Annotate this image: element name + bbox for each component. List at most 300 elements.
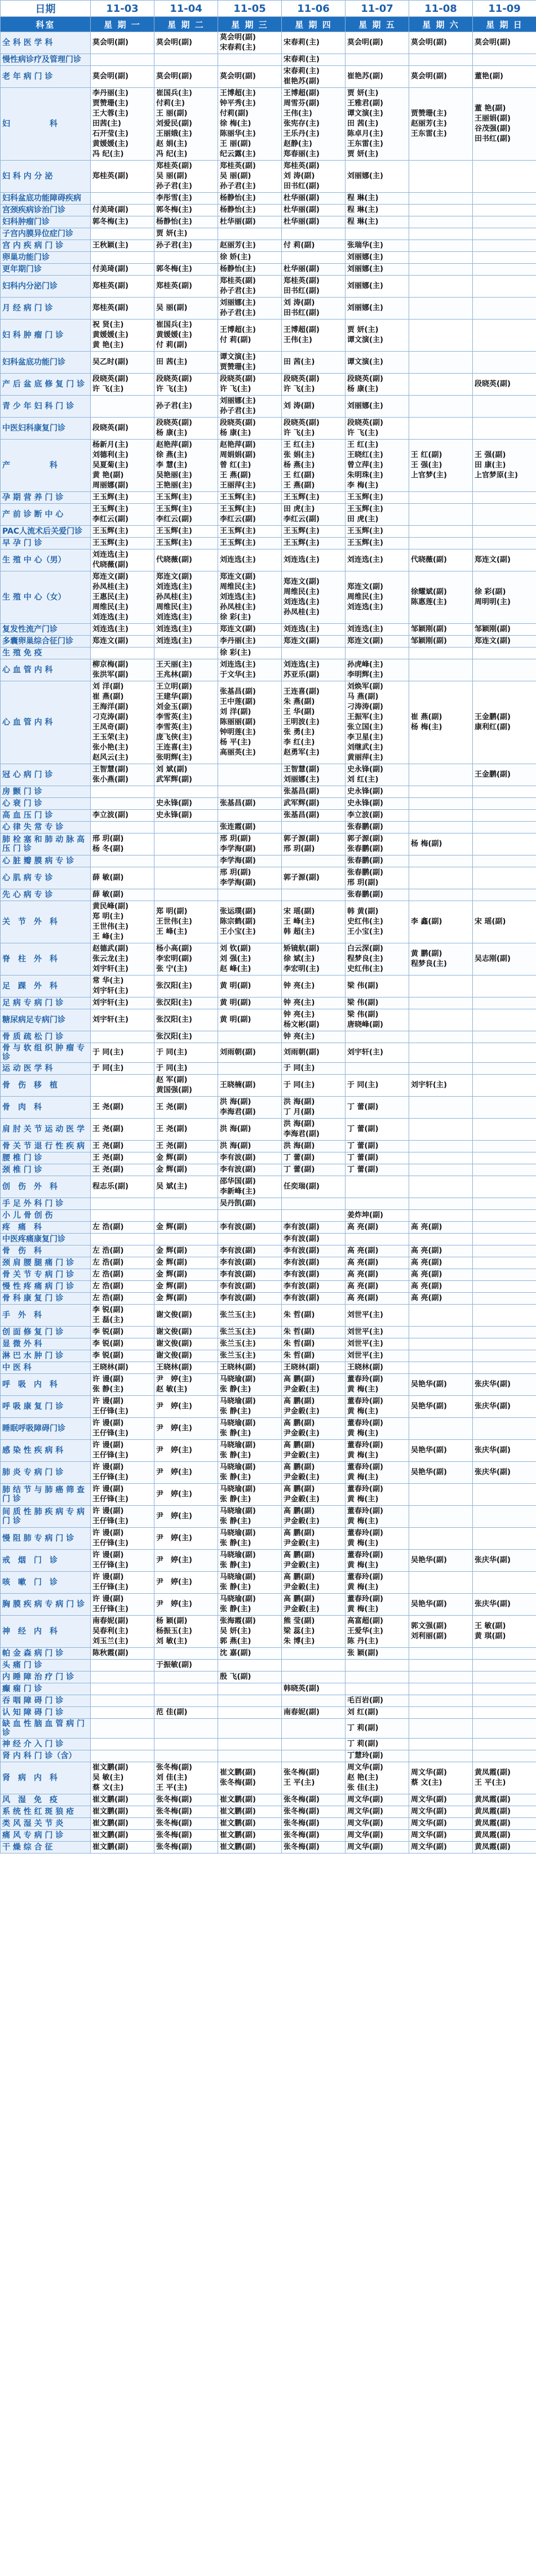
- doctor-entry[interactable]: 高 亮(副): [347, 1294, 379, 1302]
- doctor-entry[interactable]: 王晓红(主): [347, 451, 383, 459]
- doctor-entry[interactable]: 莫会明(副): [411, 72, 447, 81]
- doctor-entry[interactable]: 黄 梅(主): [347, 1495, 379, 1504]
- doctor-entry[interactable]: 黄 琪(副): [475, 1632, 506, 1641]
- doctor-entry[interactable]: 张立国(主): [347, 723, 383, 731]
- doctor-entry[interactable]: 周文华(副): [411, 1843, 447, 1851]
- doctor-entry[interactable]: 邢 玥(副): [220, 868, 251, 877]
- doctor-entry[interactable]: 张海霞(副): [220, 1617, 256, 1625]
- doctor-entry[interactable]: 张冬梅(副): [283, 1819, 320, 1828]
- doctor-entry[interactable]: 史红伟(主): [347, 917, 383, 926]
- doctor-entry[interactable]: 王艳丽(主): [156, 481, 192, 490]
- doctor-entry[interactable]: 董春玲(副): [347, 1419, 383, 1427]
- doctor-entry[interactable]: 梁 伟(副): [347, 1010, 379, 1019]
- doctor-entry[interactable]: 刘丽娜(主): [347, 172, 383, 180]
- doctor-entry[interactable]: 郭子源(副): [283, 835, 320, 843]
- doctor-entry[interactable]: 张 静(主): [220, 1561, 251, 1569]
- doctor-entry[interactable]: 吴艳华(副): [411, 1446, 447, 1455]
- doctor-entry[interactable]: 于 同(主): [156, 1064, 188, 1072]
- doctor-entry[interactable]: 刘连选(主): [92, 613, 129, 622]
- doctor-entry[interactable]: 田书红(副): [283, 182, 320, 190]
- doctor-entry[interactable]: 刘丽娜(主): [347, 402, 383, 410]
- doctor-entry[interactable]: 董春玲(副): [347, 1397, 383, 1406]
- doctor-entry[interactable]: 杨 颖(副): [156, 1617, 188, 1625]
- doctor-entry[interactable]: 郭子源(副): [347, 835, 383, 843]
- doctor-entry[interactable]: 吴 丽(副): [156, 172, 188, 180]
- doctor-entry[interactable]: 黄 鹏(副): [411, 950, 442, 958]
- doctor-entry[interactable]: 朱 燕(副): [283, 698, 315, 706]
- doctor-entry[interactable]: 周维民(主): [92, 603, 129, 611]
- doctor-entry[interactable]: 左 浩(副): [92, 1247, 124, 1255]
- doctor-entry[interactable]: 张春鹏(副): [347, 890, 383, 899]
- doctor-entry[interactable]: 马晓瑜(副): [220, 1529, 256, 1537]
- doctor-entry[interactable]: 王仔锋(主): [92, 1517, 129, 1526]
- doctor-entry[interactable]: 李红云(副): [156, 515, 192, 524]
- doctor-entry[interactable]: 张 勇(主): [283, 728, 315, 737]
- doctor-entry[interactable]: 吴 妍(主): [220, 1627, 251, 1635]
- doctor-entry[interactable]: 董春玲(副): [347, 1463, 383, 1471]
- doctor-entry[interactable]: 王仔锋(主): [92, 1451, 129, 1460]
- doctor-entry[interactable]: 孙子君(主): [220, 309, 256, 317]
- doctor-entry[interactable]: 洪 海(副): [283, 1142, 315, 1150]
- doctor-entry[interactable]: 刘德利(主): [92, 451, 129, 459]
- doctor-entry[interactable]: 钟 亮(主): [283, 999, 315, 1007]
- doctor-entry[interactable]: 吴艳华(副): [411, 1380, 447, 1389]
- doctor-entry[interactable]: 宋春莉(主): [220, 43, 256, 52]
- doctor-entry[interactable]: 刘 红(副): [347, 1708, 379, 1717]
- doctor-entry[interactable]: 张 静(主): [220, 1517, 251, 1526]
- doctor-entry[interactable]: 李 梅(主): [347, 481, 379, 490]
- doctor-entry[interactable]: 李卫星(主): [347, 733, 383, 742]
- doctor-entry[interactable]: 程志乐(副): [92, 1182, 129, 1191]
- doctor-entry[interactable]: 张春鹏(副): [347, 845, 383, 853]
- doctor-entry[interactable]: 王世伟(主): [156, 917, 192, 926]
- doctor-entry[interactable]: 吴艳华(副): [411, 1468, 447, 1477]
- doctor-entry[interactable]: 王 尧(副): [156, 1125, 188, 1133]
- doctor-entry[interactable]: 郑桂英(副): [220, 162, 256, 170]
- doctor-entry[interactable]: 尹 婷(主): [156, 1375, 192, 1384]
- doctor-entry[interactable]: 刘宇轩(主): [347, 1048, 383, 1057]
- doctor-entry[interactable]: 王 峰(主): [283, 917, 315, 926]
- doctor-entry[interactable]: 朱 哲(副): [283, 1340, 315, 1348]
- doctor-entry[interactable]: 刘利丽(副): [411, 1632, 447, 1641]
- doctor-entry[interactable]: 李有波(副): [283, 1282, 320, 1291]
- doctor-entry[interactable]: 张 静(主): [220, 1407, 251, 1416]
- doctor-entry[interactable]: 尹 婷(主): [156, 1578, 192, 1586]
- doctor-entry[interactable]: 郑 明(主): [92, 912, 124, 921]
- doctor-entry[interactable]: 任奕瑞(副): [283, 1182, 320, 1191]
- doctor-entry[interactable]: 史红伟(主): [347, 965, 383, 973]
- doctor-entry[interactable]: 邢 玥(副): [283, 845, 315, 853]
- doctor-entry[interactable]: 李有波(副): [283, 1258, 320, 1267]
- doctor-entry[interactable]: 崔艳苏(副): [283, 77, 320, 86]
- doctor-entry[interactable]: 姜炸坤(副): [347, 1211, 383, 1220]
- doctor-entry[interactable]: 付 莉(副): [220, 336, 251, 344]
- doctor-entry[interactable]: 莫会明(副): [411, 38, 447, 47]
- doctor-entry[interactable]: 崔国兵(主): [156, 89, 192, 97]
- doctor-entry[interactable]: 邹颖刚(副): [475, 625, 511, 633]
- doctor-entry[interactable]: 刘丽娜(主): [347, 282, 383, 290]
- doctor-entry[interactable]: 王 丽(副): [156, 109, 188, 118]
- doctor-entry[interactable]: 高 鹏(副): [283, 1529, 315, 1537]
- doctor-entry[interactable]: 丁 蕾(副): [347, 1165, 379, 1174]
- doctor-entry[interactable]: 王丽娟(副): [475, 114, 511, 123]
- doctor-entry[interactable]: 左 浩(副): [92, 1282, 124, 1291]
- doctor-entry[interactable]: 郭冬梅(主): [156, 265, 192, 273]
- doctor-entry[interactable]: 王玉荣(主): [92, 733, 129, 742]
- doctor-entry[interactable]: 韩晓英(副): [283, 1684, 320, 1693]
- doctor-entry[interactable]: 蔡 文(主): [411, 1779, 442, 1787]
- doctor-entry[interactable]: 孙凤桂(主): [92, 583, 129, 591]
- doctor-entry[interactable]: 孙子君(主): [156, 241, 192, 250]
- doctor-entry[interactable]: 刘世平(主): [347, 1351, 383, 1360]
- doctor-entry[interactable]: 刘焕军(副): [347, 682, 383, 691]
- doctor-entry[interactable]: 田书红(副): [475, 135, 511, 143]
- doctor-entry[interactable]: 金 辉(副): [156, 1258, 188, 1267]
- doctor-entry[interactable]: 张庆华(副): [475, 1446, 511, 1455]
- doctor-entry[interactable]: 高 鹏(副): [283, 1485, 315, 1493]
- doctor-entry[interactable]: 黄 梅(主): [347, 1517, 379, 1526]
- doctor-entry[interactable]: 黄 梅(主): [347, 1605, 379, 1613]
- doctor-entry[interactable]: 王凤奇(副): [92, 723, 129, 731]
- doctor-entry[interactable]: 周文华(副): [411, 1795, 447, 1804]
- doctor-entry[interactable]: 杨静怡(主): [156, 218, 192, 226]
- doctor-entry[interactable]: 刘 洋(副): [92, 682, 124, 691]
- doctor-entry[interactable]: 张汉阳(主): [156, 999, 192, 1007]
- doctor-entry[interactable]: 刘宇轩(主): [411, 1081, 447, 1089]
- doctor-entry[interactable]: 郑连文(副): [283, 637, 320, 645]
- doctor-entry[interactable]: 尹 婷(主): [156, 1512, 192, 1520]
- doctor-entry[interactable]: 张冬梅(副): [283, 1795, 320, 1804]
- doctor-entry[interactable]: 郑桂英(副): [92, 304, 129, 312]
- doctor-entry[interactable]: 殷 飞(副): [220, 1673, 251, 1681]
- doctor-entry[interactable]: 吴志刚(副): [475, 955, 511, 963]
- doctor-entry[interactable]: 郑桂英(副): [156, 162, 192, 170]
- doctor-entry[interactable]: 刘玉兰(主): [92, 1637, 129, 1646]
- doctor-entry[interactable]: 尹金毅(主): [283, 1451, 320, 1460]
- doctor-entry[interactable]: 周文华(副): [411, 1819, 447, 1828]
- doctor-entry[interactable]: 张运璞(副): [220, 907, 256, 916]
- doctor-entry[interactable]: 许 飞(主): [92, 385, 124, 393]
- doctor-entry[interactable]: 丁 莉(副): [347, 1740, 379, 1748]
- doctor-entry[interactable]: 郑连文(副): [156, 573, 192, 581]
- doctor-entry[interactable]: 马晓瑜(副): [220, 1507, 256, 1515]
- doctor-entry[interactable]: 丁 蕾(副): [347, 1142, 379, 1150]
- doctor-entry[interactable]: 贾 妍(主): [347, 150, 379, 158]
- doctor-entry[interactable]: 李海君(副): [220, 1108, 256, 1116]
- doctor-entry[interactable]: 李丹丽(主): [92, 89, 129, 97]
- doctor-entry[interactable]: 代晓薇(副): [92, 561, 129, 569]
- doctor-entry[interactable]: 刘连选(主): [283, 660, 320, 669]
- doctor-entry[interactable]: 王 尧(副): [156, 1142, 188, 1150]
- doctor-entry[interactable]: 谭文演(主): [220, 353, 256, 361]
- doctor-entry[interactable]: 丁 蕾(副): [347, 1154, 379, 1162]
- doctor-entry[interactable]: 张冬梅(副): [283, 1807, 320, 1816]
- doctor-entry[interactable]: 尹金毅(主): [283, 1605, 320, 1613]
- doctor-entry[interactable]: 冯 纪(主): [156, 150, 188, 158]
- doctor-entry[interactable]: 薛 敏(副): [92, 874, 124, 882]
- doctor-entry[interactable]: 张 娟(主): [283, 451, 315, 459]
- doctor-entry[interactable]: 梁 伟(副): [347, 982, 379, 990]
- doctor-entry[interactable]: 赵静(主): [283, 140, 312, 148]
- doctor-entry[interactable]: 黄 梅(主): [347, 1539, 379, 1548]
- doctor-entry[interactable]: 王 平(主): [156, 1784, 188, 1792]
- doctor-entry[interactable]: 王晓林(副): [92, 1363, 129, 1372]
- doctor-entry[interactable]: 钟 亮(主): [283, 1010, 315, 1019]
- doctor-entry[interactable]: 王玉辉(主): [156, 527, 192, 535]
- doctor-entry[interactable]: 谢文俊(副): [156, 1340, 192, 1348]
- doctor-entry[interactable]: 吴 丽(副): [220, 172, 251, 180]
- doctor-entry[interactable]: 于 同(主): [156, 1048, 188, 1057]
- doctor-entry[interactable]: 柳京梅(副): [92, 660, 129, 669]
- doctor-entry[interactable]: 高 鹏(副): [283, 1397, 315, 1406]
- doctor-entry[interactable]: 周明明(主): [475, 598, 511, 606]
- doctor-entry[interactable]: 上官梦原(主): [475, 471, 518, 480]
- doctor-entry[interactable]: 黄 梅(主): [347, 1407, 379, 1416]
- doctor-entry[interactable]: 贾赞珊(主): [220, 363, 256, 371]
- doctor-entry[interactable]: 吴艳华(副): [411, 1556, 447, 1564]
- doctor-entry[interactable]: 陈丽华(主): [220, 130, 256, 138]
- doctor-entry[interactable]: 王仔锋(主): [92, 1583, 129, 1591]
- doctor-entry[interactable]: 张汉阳(主): [156, 1032, 192, 1041]
- doctor-entry[interactable]: 邹颖刚(副): [411, 637, 447, 645]
- doctor-entry[interactable]: 梁 蕊(主): [283, 1627, 315, 1635]
- doctor-entry[interactable]: 郑桂英(副): [220, 277, 256, 285]
- doctor-entry[interactable]: 王晓林(副): [156, 1363, 192, 1372]
- doctor-entry[interactable]: 尹金毅(主): [283, 1561, 320, 1569]
- doctor-entry[interactable]: 刘连选(主): [220, 660, 256, 669]
- doctor-entry[interactable]: 尹金毅(主): [283, 1473, 320, 1482]
- doctor-entry[interactable]: 郑桂英(副): [156, 282, 192, 290]
- doctor-entry[interactable]: 高 鹏(副): [283, 1441, 315, 1449]
- doctor-entry[interactable]: 李有波(副): [220, 1247, 256, 1255]
- doctor-entry[interactable]: 于文华(主): [220, 671, 256, 679]
- doctor-entry[interactable]: 尹金毅(主): [283, 1495, 320, 1504]
- doctor-entry[interactable]: 金 辉(副): [156, 1282, 188, 1291]
- doctor-entry[interactable]: 左 浩(副): [92, 1294, 124, 1302]
- doctor-entry[interactable]: 李有波(副): [283, 1294, 320, 1302]
- doctor-entry[interactable]: 王玉辉(主): [220, 493, 256, 502]
- doctor-entry[interactable]: 董春玲(副): [347, 1485, 383, 1493]
- doctor-entry[interactable]: 董春玲(副): [347, 1375, 383, 1384]
- doctor-entry[interactable]: 王 红(副): [283, 471, 315, 480]
- doctor-entry[interactable]: 高 亮(副): [347, 1247, 379, 1255]
- doctor-entry[interactable]: 张庆华(副): [475, 1380, 511, 1389]
- doctor-entry[interactable]: 郑连文(副): [283, 578, 320, 586]
- doctor-entry[interactable]: 刘连选(主): [92, 625, 129, 633]
- doctor-entry[interactable]: 马晓瑜(副): [220, 1419, 256, 1427]
- doctor-entry[interactable]: 许 飞(主): [220, 385, 251, 393]
- doctor-entry[interactable]: 张洪军(副): [92, 671, 129, 679]
- doctor-entry[interactable]: 黄媛媛(主): [92, 140, 129, 148]
- doctor-entry[interactable]: 张 静(主): [220, 1451, 251, 1460]
- doctor-entry[interactable]: 李有波(副): [220, 1223, 256, 1231]
- doctor-entry[interactable]: 王玉辉(主): [347, 539, 383, 547]
- doctor-entry[interactable]: 黄 梅(主): [347, 1451, 379, 1460]
- doctor-entry[interactable]: 王博超(副): [283, 89, 320, 97]
- doctor-entry[interactable]: 黄国强(副): [156, 1086, 192, 1094]
- doctor-entry[interactable]: 许 谩(副): [92, 1375, 124, 1384]
- doctor-entry[interactable]: 张兰玉(主): [220, 1328, 256, 1336]
- doctor-entry[interactable]: 史永锋(副): [156, 811, 192, 819]
- doctor-entry[interactable]: 张冬梅(副): [156, 1843, 192, 1851]
- doctor-entry[interactable]: 付 莉(副): [283, 241, 315, 250]
- doctor-entry[interactable]: 高 亮(副): [411, 1270, 442, 1279]
- doctor-entry[interactable]: 田 茜(主): [283, 358, 315, 366]
- doctor-entry[interactable]: 王惠民(主): [92, 593, 129, 601]
- doctor-entry[interactable]: 李 鑫(副): [411, 917, 442, 926]
- doctor-entry[interactable]: 赵 峰(主): [220, 965, 251, 973]
- doctor-entry[interactable]: 张冬梅(副): [156, 1763, 192, 1772]
- doctor-entry[interactable]: 王晓楠(副): [220, 1081, 256, 1089]
- doctor-entry[interactable]: 董艳(副): [475, 72, 503, 81]
- doctor-entry[interactable]: 沈 嘉(副): [220, 1649, 251, 1657]
- doctor-entry[interactable]: 田 茜(主): [347, 119, 379, 128]
- doctor-entry[interactable]: 熊 莹(副): [283, 1617, 315, 1625]
- doctor-entry[interactable]: 周文华(副): [347, 1831, 383, 1839]
- doctor-entry[interactable]: 白云深(副): [347, 945, 383, 953]
- doctor-entry[interactable]: 李有波(副): [220, 1282, 256, 1291]
- doctor-entry[interactable]: 张兰玉(主): [220, 1340, 256, 1348]
- doctor-entry[interactable]: 王乐丹(主): [283, 130, 320, 138]
- doctor-entry[interactable]: 张 静(主): [220, 1583, 251, 1591]
- doctor-entry[interactable]: 周娟娟(副): [220, 451, 256, 459]
- doctor-entry[interactable]: 纪云露(主): [220, 150, 256, 158]
- doctor-entry[interactable]: 杨 康(主): [347, 385, 379, 393]
- doctor-entry[interactable]: 王金鹏(副): [475, 770, 511, 779]
- doctor-entry[interactable]: 张小燕(副): [92, 775, 129, 784]
- doctor-entry[interactable]: 黄凤霞(副): [475, 1807, 511, 1816]
- doctor-entry[interactable]: 张基昌(副): [220, 688, 256, 696]
- doctor-entry[interactable]: 李立波(副): [92, 811, 129, 819]
- doctor-entry[interactable]: 于振敏(副): [156, 1661, 192, 1669]
- doctor-entry[interactable]: 李宏明(副): [156, 955, 192, 963]
- doctor-entry[interactable]: 赵丽芳(主): [220, 241, 256, 250]
- doctor-entry[interactable]: 陈卓月(主): [347, 130, 383, 138]
- doctor-entry[interactable]: 王仔锋(主): [92, 1407, 129, 1416]
- doctor-entry[interactable]: 付美琦(副): [92, 206, 129, 214]
- doctor-entry[interactable]: 高 亮(副): [347, 1258, 379, 1267]
- doctor-entry[interactable]: 黄 明(副): [220, 982, 251, 990]
- doctor-entry[interactable]: 史永锋(副): [347, 799, 383, 808]
- doctor-entry[interactable]: 刘雨朝(副): [283, 1048, 320, 1057]
- doctor-entry[interactable]: 上官梦(主): [411, 471, 447, 480]
- doctor-entry[interactable]: 周文华(副): [411, 1768, 447, 1777]
- doctor-entry[interactable]: 邢 玥(副): [347, 879, 379, 887]
- doctor-entry[interactable]: 洪 海(副): [220, 1142, 251, 1150]
- doctor-entry[interactable]: 宋春莉(主): [283, 67, 320, 76]
- doctor-entry[interactable]: 许 谩(副): [92, 1463, 124, 1471]
- doctor-entry[interactable]: 尹金毅(主): [283, 1539, 320, 1548]
- doctor-entry[interactable]: 尹 婷(主): [156, 1402, 192, 1411]
- doctor-entry[interactable]: 金 辉(副): [156, 1294, 188, 1302]
- doctor-entry[interactable]: 郑连文(副): [220, 573, 256, 581]
- doctor-entry[interactable]: 王伟(主): [283, 109, 312, 118]
- doctor-entry[interactable]: 吴艳华(副): [411, 1600, 447, 1608]
- doctor-entry[interactable]: 董春玲(副): [347, 1551, 383, 1559]
- doctor-entry[interactable]: 付 莉(副): [156, 341, 188, 349]
- doctor-entry[interactable]: 周文华(副): [347, 1763, 383, 1772]
- doctor-entry[interactable]: 赵勇军(主): [283, 748, 320, 757]
- doctor-entry[interactable]: 李丹丽(主): [220, 637, 256, 645]
- doctor-entry[interactable]: 崔艳苏(副): [347, 72, 383, 81]
- doctor-entry[interactable]: 刘宇轩(主): [92, 987, 129, 995]
- doctor-entry[interactable]: 朱明珠(主): [347, 471, 383, 480]
- doctor-entry[interactable]: 张冬梅(副): [283, 1768, 320, 1777]
- doctor-entry[interactable]: 赵 艳(主): [347, 1774, 379, 1782]
- doctor-entry[interactable]: 朱 哲(副): [283, 1311, 315, 1319]
- doctor-entry[interactable]: 田 茜(主): [156, 358, 188, 366]
- doctor-entry[interactable]: 马晓瑜(副): [220, 1463, 256, 1471]
- doctor-entry[interactable]: 莫会明(副): [220, 33, 256, 42]
- doctor-entry[interactable]: 赵德武(副): [92, 945, 129, 953]
- doctor-entry[interactable]: 许 谩(副): [92, 1397, 124, 1406]
- doctor-entry[interactable]: 张兰玉(主): [220, 1351, 256, 1360]
- doctor-entry[interactable]: 张云龙(主): [92, 955, 129, 963]
- doctor-entry[interactable]: 庞飞侠(主): [156, 733, 192, 742]
- doctor-entry[interactable]: 徐 彩(副): [475, 588, 506, 596]
- doctor-entry[interactable]: 王 尧(副): [92, 1154, 124, 1162]
- doctor-entry[interactable]: 莫会明(副): [475, 38, 511, 47]
- doctor-entry[interactable]: 徐耀斌(副): [411, 588, 447, 596]
- doctor-entry[interactable]: 张 静(主): [92, 1385, 124, 1394]
- doctor-entry[interactable]: 王 燕(副): [283, 481, 315, 490]
- doctor-entry[interactable]: 程 琳(主): [347, 218, 379, 226]
- doctor-entry[interactable]: 于 同(主): [283, 1081, 315, 1089]
- doctor-entry[interactable]: 刘丽娜(主): [220, 397, 256, 405]
- doctor-entry[interactable]: 周丽娜(副): [92, 481, 129, 490]
- doctor-entry[interactable]: 王玉辉(主): [156, 493, 192, 502]
- doctor-entry[interactable]: 史永锋(副): [347, 765, 383, 774]
- doctor-entry[interactable]: 谢文俊(副): [156, 1311, 192, 1319]
- doctor-entry[interactable]: 田书红(副): [283, 309, 320, 317]
- doctor-entry[interactable]: 王玉辉(主): [220, 505, 256, 513]
- doctor-entry[interactable]: 张 静(主): [220, 1539, 251, 1548]
- doctor-entry[interactable]: 王 平(主): [283, 1779, 315, 1787]
- doctor-entry[interactable]: 尹金毅(主): [283, 1517, 320, 1526]
- doctor-entry[interactable]: 段晓英(副): [347, 375, 383, 383]
- doctor-entry[interactable]: 尹 婷(主): [156, 1446, 192, 1455]
- doctor-entry[interactable]: 王 峰(主): [92, 933, 124, 941]
- doctor-entry[interactable]: 朱 哲(副): [283, 1328, 315, 1336]
- doctor-entry[interactable]: 王仔锋(主): [92, 1429, 129, 1438]
- doctor-entry[interactable]: 王大蓉(主): [92, 109, 129, 118]
- doctor-entry[interactable]: 张 宁(主): [156, 965, 188, 973]
- doctor-entry[interactable]: 贾 妍(主): [156, 229, 188, 238]
- doctor-entry[interactable]: 贾 妍(主): [347, 326, 379, 334]
- doctor-entry[interactable]: 杨新月(主): [92, 441, 129, 449]
- doctor-entry[interactable]: 张宪存(主): [283, 119, 320, 128]
- doctor-entry[interactable]: 高 鹏(副): [283, 1573, 315, 1581]
- doctor-entry[interactable]: 张冬梅(副): [156, 1795, 192, 1804]
- doctor-entry[interactable]: 崔文鹏(副): [220, 1795, 256, 1804]
- doctor-entry[interactable]: 黄媛媛(主): [156, 331, 192, 339]
- doctor-entry[interactable]: 李学海(副): [220, 845, 256, 853]
- doctor-entry[interactable]: 谭文演(主): [347, 336, 383, 344]
- doctor-entry[interactable]: 高 鹏(副): [283, 1551, 315, 1559]
- doctor-entry[interactable]: 李海君(副): [283, 1130, 320, 1138]
- doctor-entry[interactable]: 尹 婷(主): [156, 1468, 192, 1477]
- doctor-entry[interactable]: 金 辉(副): [156, 1223, 188, 1231]
- doctor-entry[interactable]: 刘丽娜(主): [347, 304, 383, 312]
- doctor-entry[interactable]: 赵艳萍(副): [156, 441, 192, 449]
- doctor-entry[interactable]: 蔡 文(主): [92, 1784, 124, 1792]
- doctor-entry[interactable]: 杨静怡(主): [220, 194, 256, 202]
- doctor-entry[interactable]: 李雪英(主): [156, 723, 192, 731]
- doctor-entry[interactable]: 杨文彬(副): [283, 1021, 320, 1029]
- doctor-entry[interactable]: 段晓英(副): [220, 375, 256, 383]
- doctor-entry[interactable]: 崔文鹏(副): [92, 1831, 129, 1839]
- doctor-entry[interactable]: 尹 婷(主): [156, 1600, 192, 1608]
